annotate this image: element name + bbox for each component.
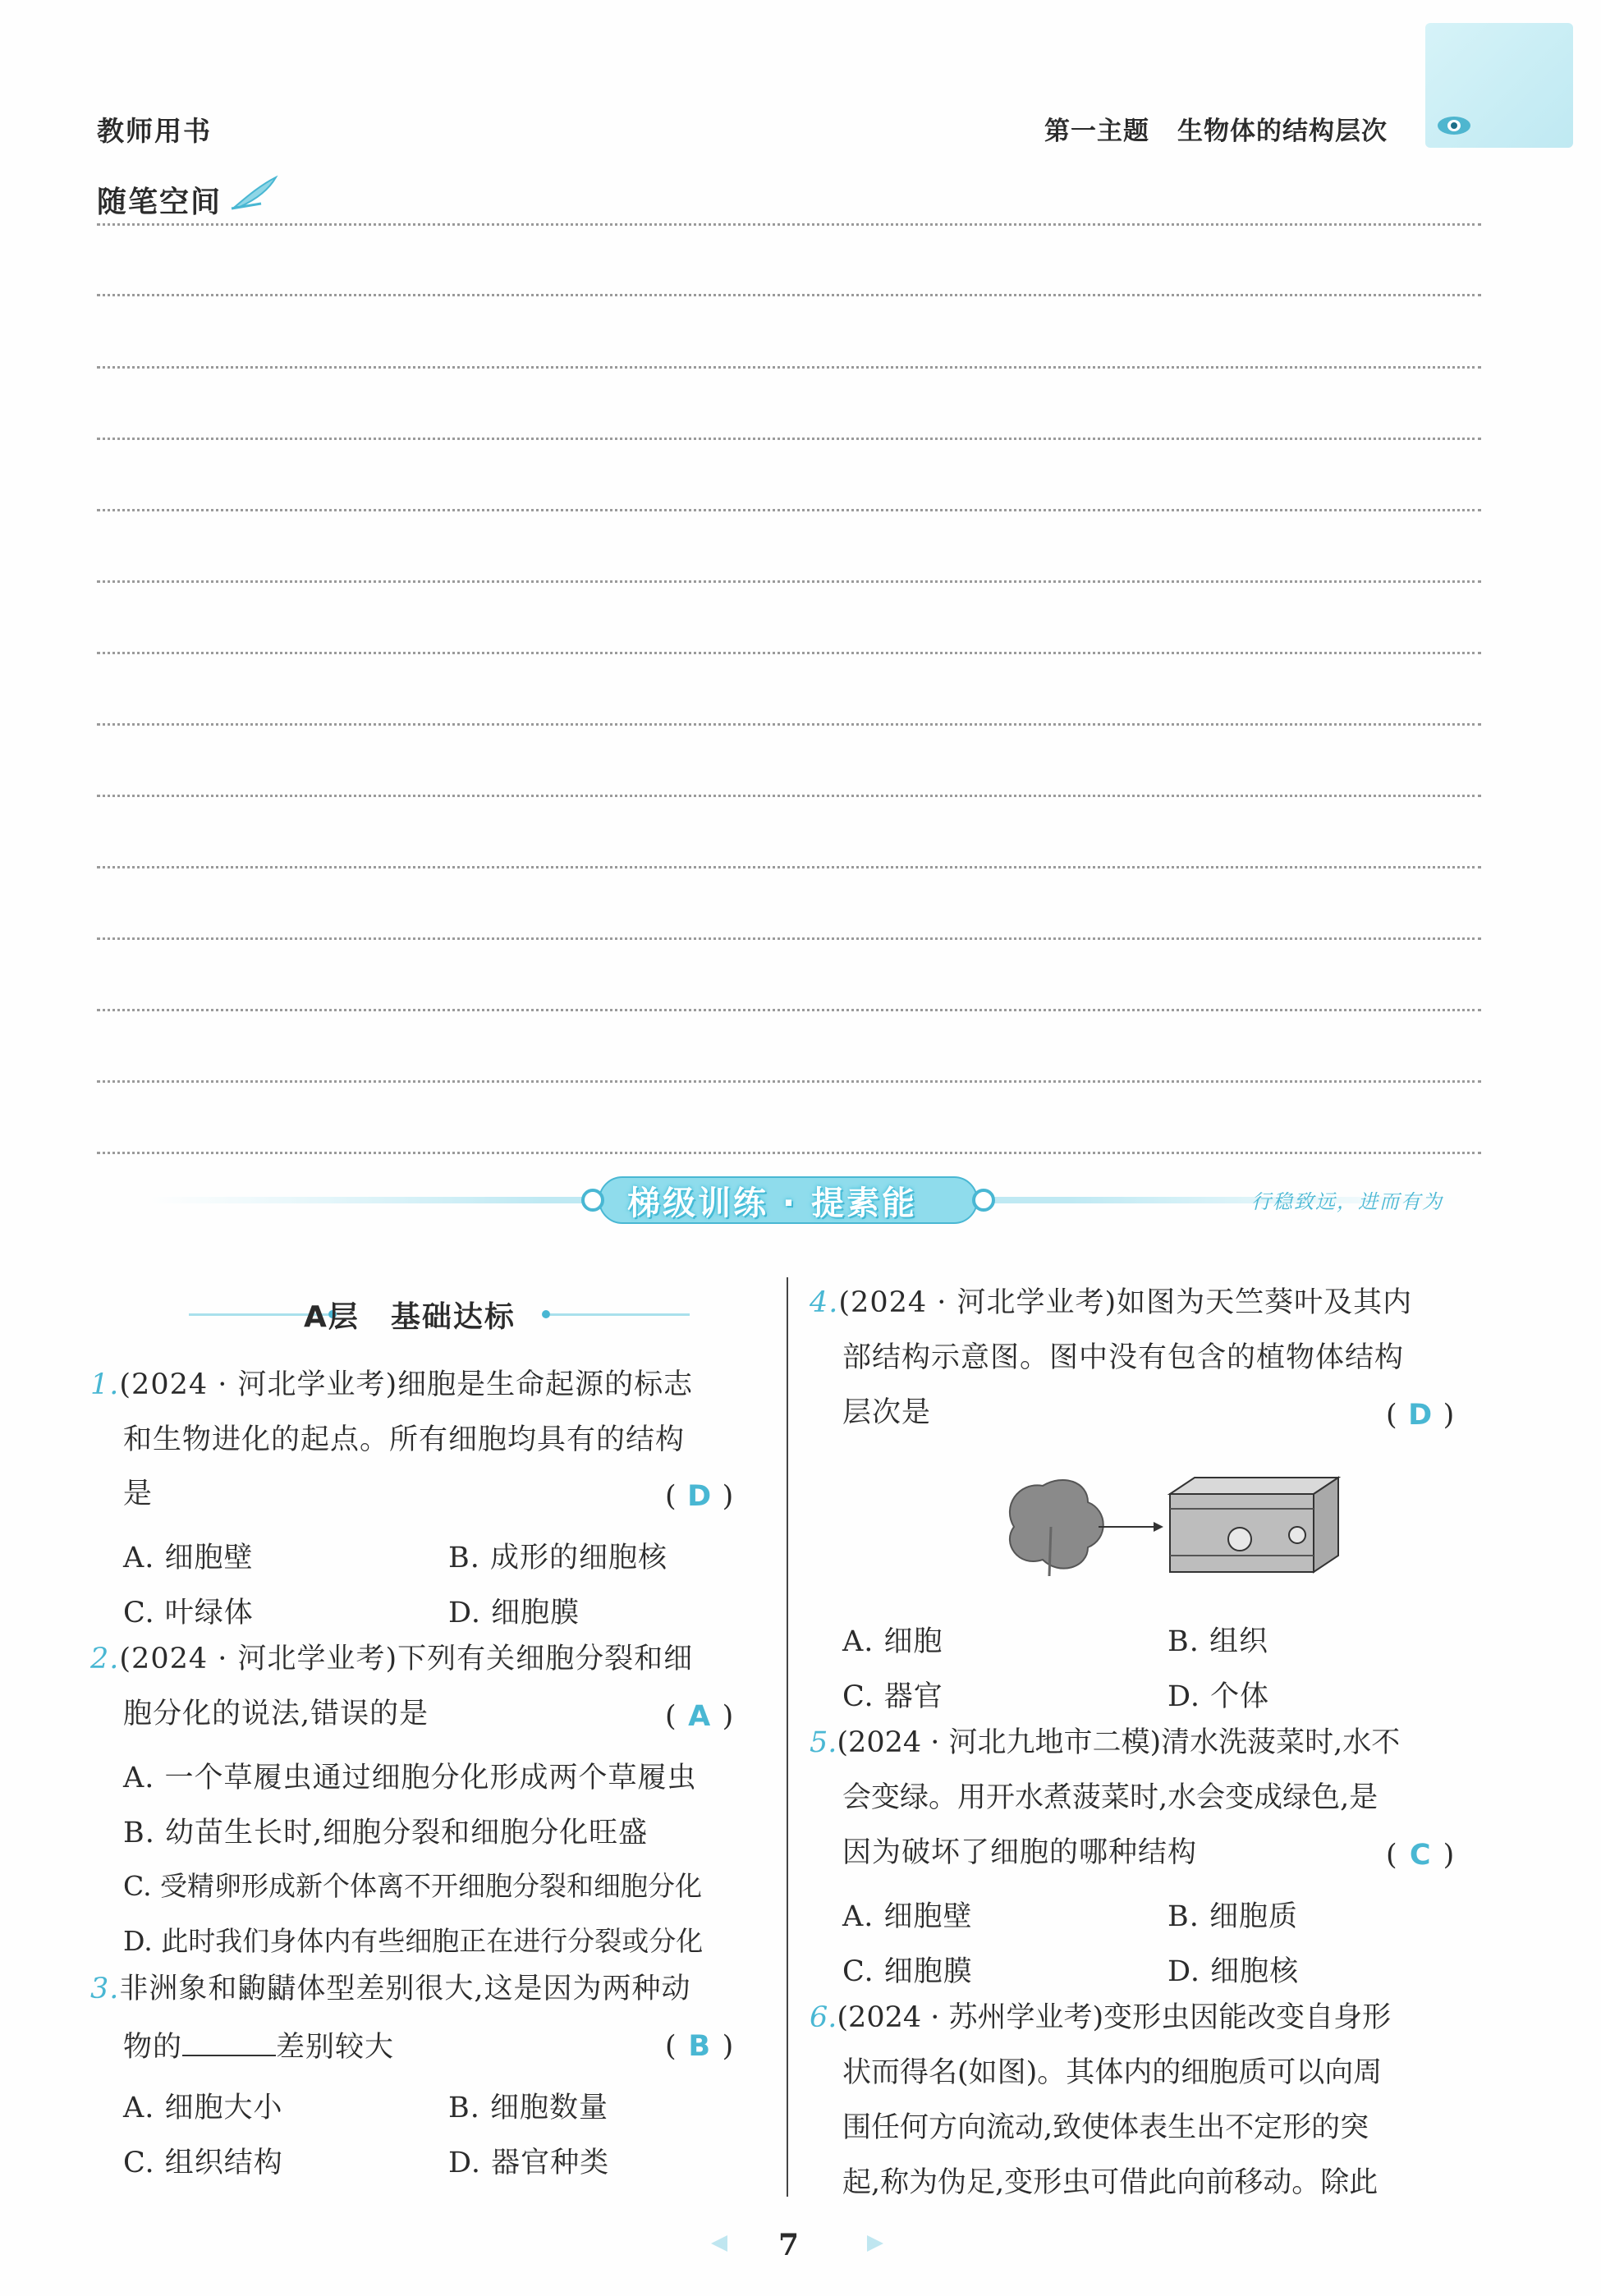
- question-text: 是: [123, 1478, 154, 1510]
- notes-title: 随笔空间: [97, 186, 222, 219]
- note-line: [97, 1152, 1481, 1154]
- question-text: 层次是: [842, 1396, 932, 1429]
- note-line: [97, 438, 1481, 440]
- question-text: 围任何方向流动,致使体表生出不定形的突: [842, 2111, 1369, 2144]
- note-line: [97, 580, 1481, 583]
- question-text: 会变绿。用开水煮菠菜时,水会变成绿色,是: [842, 1781, 1379, 1814]
- option: D. 细胞膜: [448, 1597, 580, 1629]
- option: D. 个体: [1167, 1680, 1270, 1713]
- header-chapter-title: 生物体的结构层次: [1177, 117, 1388, 146]
- option: B. 细胞质: [1167, 1900, 1298, 1933]
- note-line: [97, 509, 1481, 511]
- option: C. 细胞膜: [842, 1955, 973, 1988]
- note-line: [97, 1009, 1481, 1011]
- option: B. 成形的细胞核: [448, 1542, 667, 1574]
- note-line: [97, 1080, 1481, 1083]
- option: B. 组织: [1167, 1625, 1268, 1658]
- option: C. 组织结构: [123, 2147, 283, 2179]
- question-text: 状而得名(如图)。其体内的细胞质可以向周: [842, 2056, 1383, 2089]
- banner-title: 梯级训练 · 提素能: [627, 1185, 918, 1222]
- quill-icon: [228, 174, 281, 212]
- question-text: (2024 · 河北学业考)如图为天竺葵叶及其内: [838, 1286, 1413, 1319]
- eye-icon: [1435, 113, 1473, 138]
- question-number: 5.: [810, 1726, 837, 1759]
- question-text: 物的: [123, 2031, 183, 2064]
- question-number: 1.: [90, 1368, 120, 1401]
- fill-blank: [182, 2030, 276, 2056]
- answer-box: ( C ): [1386, 1839, 1455, 1872]
- note-line: [97, 937, 1481, 940]
- question-text: (2024 · 河北九地市二模)清水洗菠菜时,水不: [837, 1726, 1401, 1759]
- answer: B: [688, 2030, 710, 2063]
- question-text: (2024 · 河北学业考)细胞是生命起源的标志: [119, 1368, 694, 1401]
- question-text: 起,称为伪足,变形虫可借此向前移动。除此: [842, 2166, 1379, 2199]
- note-line: [97, 366, 1481, 369]
- column-divider: [787, 1277, 788, 2197]
- leaf-cross-section-icon: [1170, 1478, 1338, 1572]
- option: D. 器官种类: [448, 2147, 610, 2179]
- answer: D: [1408, 1399, 1433, 1432]
- leaf-figure: [993, 1461, 1355, 1584]
- page-number: 7: [778, 2228, 800, 2262]
- header-topic: 第一主题: [1044, 117, 1149, 146]
- answer-box: ( D ): [1386, 1399, 1455, 1432]
- question-number: 4.: [810, 1286, 839, 1319]
- question-text: (2024 · 河北学业考)下列有关细胞分裂和细: [119, 1643, 694, 1675]
- header-book-type: 教师用书: [97, 115, 212, 147]
- question-text: 非洲象和鼩鼱体型差别很大,这是因为两种动: [119, 1973, 691, 2005]
- answer-box: ( B ): [665, 2030, 734, 2063]
- question-number: 2.: [90, 1643, 120, 1675]
- option: C. 叶绿体: [123, 1597, 254, 1629]
- question-text: 差别较大: [276, 2031, 395, 2064]
- option: A. 细胞大小: [123, 2092, 283, 2124]
- option: D. 细胞核: [1167, 1955, 1300, 1988]
- option: D. 此时我们身体内有些细胞正在进行分裂或分化: [123, 1925, 704, 1957]
- question-text: 胞分化的说法,错误的是: [123, 1698, 429, 1730]
- answer: D: [687, 1480, 712, 1513]
- option: A. 一个草履虫通过细胞分化形成两个草履虫: [123, 1762, 697, 1794]
- note-line: [97, 866, 1481, 868]
- question-number: 6.: [810, 2001, 837, 2034]
- leaf-icon: [1010, 1480, 1103, 1576]
- question-number: 3.: [90, 1973, 120, 2005]
- question-text: 和生物进化的起点。所有细胞均具有的结构: [123, 1423, 686, 1456]
- option: B. 细胞数量: [448, 2092, 608, 2124]
- answer-box: ( D ): [665, 1480, 734, 1513]
- note-line: [97, 223, 1481, 226]
- answer-box: ( A ): [665, 1700, 734, 1733]
- option: B. 幼苗生长时,细胞分裂和细胞分化旺盛: [123, 1817, 649, 1849]
- note-line: [97, 294, 1481, 296]
- note-line: [97, 723, 1481, 726]
- option: C. 受精卵形成新个体离不开细胞分裂和细胞分化: [123, 1870, 703, 1902]
- section-a-title: A层 基础达标: [304, 1300, 516, 1334]
- option: C. 器官: [842, 1680, 943, 1713]
- question-text: (2024 · 苏州学业考)变形虫因能改变自身形: [837, 2001, 1392, 2034]
- option: A. 细胞: [842, 1625, 943, 1658]
- option: A. 细胞壁: [842, 1900, 973, 1933]
- header-chapter: [1044, 110, 1388, 147]
- note-line: [97, 652, 1481, 654]
- note-line: [97, 795, 1481, 797]
- question-text: 因为破坏了细胞的哪种结构: [842, 1836, 1198, 1869]
- option: A. 细胞壁: [123, 1542, 254, 1574]
- answer: C: [1409, 1839, 1431, 1872]
- banner-motto: 行稳致远，进而有为: [1251, 1190, 1443, 1213]
- answer: A: [688, 1700, 711, 1733]
- question-text: 部结构示意图。图中没有包含的植物体结构: [842, 1341, 1405, 1374]
